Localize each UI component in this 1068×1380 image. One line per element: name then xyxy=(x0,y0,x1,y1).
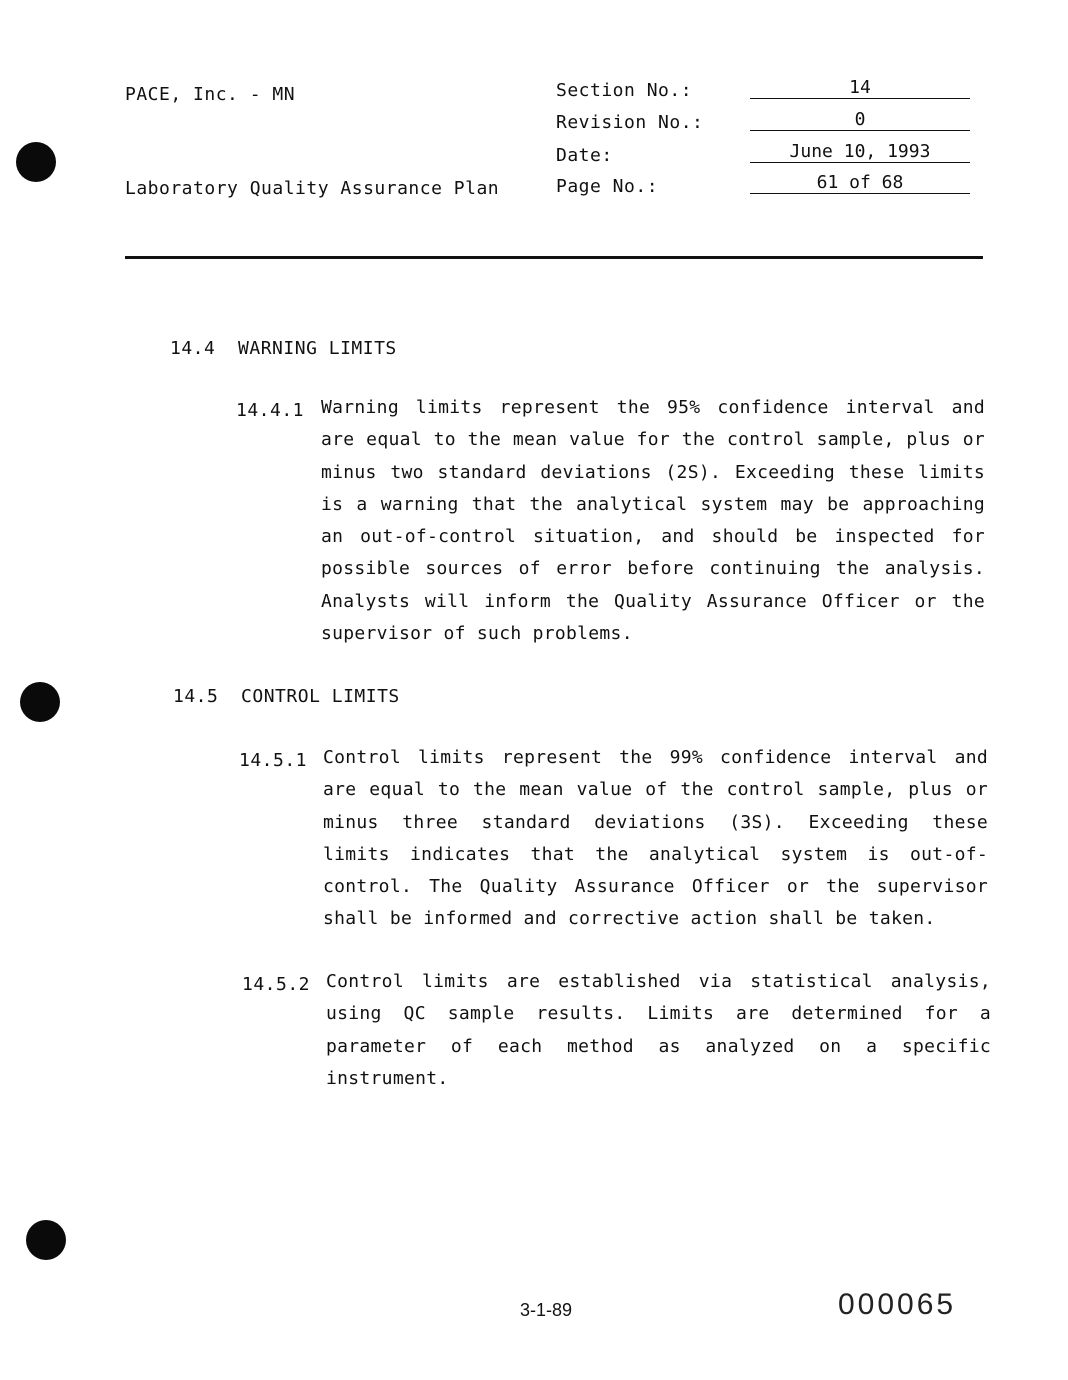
date-value: June 10, 1993 xyxy=(750,142,970,163)
page-value: 61 of 68 xyxy=(750,173,970,194)
company-name: PACE, Inc. - MN xyxy=(125,84,296,105)
page-label: Page No.: xyxy=(556,176,659,197)
paragraph-text: Control limits represent the 99% confidence interval and are equal to the mean value of the control sample, plus or minus three standard deviations (3S). Exceeding these limits indicates that the analytical system is out-of-control. The Quality Assurance Officer or the supervisor shall be informed and corrective action shall be taken. xyxy=(323,747,988,930)
section-heading-number: 14.5 xyxy=(173,686,219,707)
punch-hole-middle xyxy=(20,682,60,722)
section-heading-warning-limits xyxy=(170,338,397,359)
page-stamp-number: 000065 xyxy=(838,1288,957,1321)
form-date: 3-1-89 xyxy=(520,1300,573,1320)
revision-value: 0 xyxy=(750,110,970,131)
header-divider xyxy=(125,256,983,259)
paragraph-text: Warning limits represent the 95% confidence interval and are equal to the mean value for the control sample, plus or minus two standard deviations (2S). Exceeding these limits is a warning that the analytical system may be approaching an out-of-control situation, and should be inspected for possible sources of error before continuing the analysis. Analysts will inform the Quality Assurance Officer or the supervisor of such problems. xyxy=(321,397,985,645)
section-heading-title: WARNING LIMITS xyxy=(238,338,397,359)
paragraph-number: 14.4.1 xyxy=(236,400,305,421)
plan-title: Laboratory Quality Assurance Plan xyxy=(125,178,500,199)
paragraph-number: 14.5.2 xyxy=(242,974,311,995)
date-label: Date: xyxy=(556,145,613,166)
punch-hole-bottom xyxy=(26,1220,66,1260)
revision-label: Revision No.: xyxy=(556,112,704,133)
paragraph-number: 14.5.1 xyxy=(239,750,308,771)
section-heading-control-limits xyxy=(173,686,400,707)
section-label: Section No.: xyxy=(556,80,693,101)
punch-hole-top xyxy=(16,142,56,182)
section-heading-number: 14.4 xyxy=(170,338,216,359)
section-value: 14 xyxy=(750,78,970,99)
paragraph-text: Control limits are established via statistical analysis, using QC sample results. Limits are determined for a parameter of each method as analyzed on a specific instrument. xyxy=(326,971,991,1089)
section-heading-title: CONTROL LIMITS xyxy=(241,686,400,707)
